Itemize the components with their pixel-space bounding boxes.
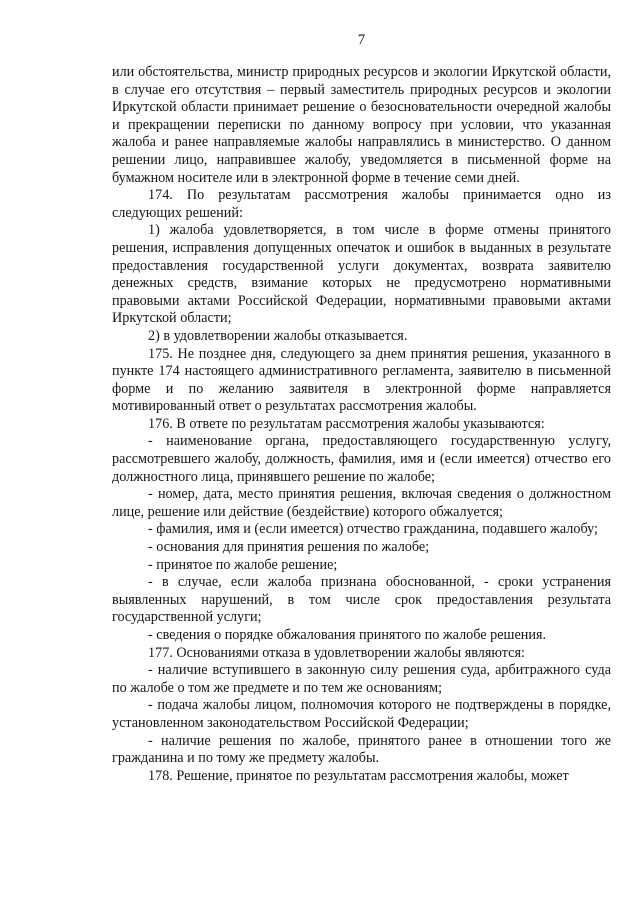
paragraph-177-item-prior-decision: - наличие решения по жалобе, принятого ранее в отношении того же гражданина и по тому же предмету жалобы. xyxy=(112,732,611,767)
paragraph-176-item-deadlines: - в случае, если жалоба признана обоснованной, - сроки устранения выявленных нарушений, в том числе срок предоставления результата государственной услуги; xyxy=(112,574,611,626)
document-body xyxy=(112,64,611,785)
paragraph-176-item-grounds: - основания для принятия решения по жалобе; xyxy=(148,539,430,556)
page-number: 7 xyxy=(357,32,366,48)
paragraph-177-item-authority: - подача жалобы лицом, полномочия которого не подтверждены в порядке, установленном законодательством Российской Федерации; xyxy=(112,697,611,731)
paragraph-176-item-organ: - наименование органа, предоставляющего государственную услугу, рассмотревшего жалобу, должность, фамилия, имя и (если имеется) отчество его должностного лица, принявшего решение по жалобе; xyxy=(112,433,611,485)
paragraph-176-item-number-date: - номер, дата, место принятия решения, включая сведения о должностном лице, решение или действие (бездействие) которого обжалуется; xyxy=(112,486,611,520)
paragraph-174: 174. По результатам рассмотрения жалобы принимается одно из следующих решений: xyxy=(112,187,611,221)
paragraph-174-item-1: 1) жалоба удовлетворяется, в том числе в форме отмены принятого решения, исправления допущенных опечаток и ошибок в выданных в результате предоставления государственной услуги документах, возврата заявителю денежных средств, взимание которых не предусмотрено нормативными правовыми актами Российской Федерации, нормативными правовыми актами Иркутской области; xyxy=(112,222,611,327)
paragraph-continuation: или обстоятельства, министр природных ресурсов и экологии Иркутской области, в случае его отсутствия – первый заместитель природных ресурсов и экологии Иркутской области принимает решение о безосновательности очередной жалобы и прекращении переписки по данному вопросу при условии, что указанная жалоба и ранее направляемые жалобы направлялись в министерство. О данном решении лицо, направившее жалобу, уведомляется в письменной форме на бумажном носителе или в электронной форме в течение семи дней. xyxy=(112,64,611,186)
paragraph-177-item-court: - наличие вступившего в законную силу решения суда, арбитражного суда по жалобе о том же предмете и по тем же основаниям; xyxy=(112,662,611,696)
paragraph-176: 176. В ответе по результатам рассмотрения жалобы указываются: xyxy=(148,415,545,432)
paragraph-174-item-2: 2) в удовлетворении жалобы отказывается. xyxy=(148,327,408,344)
paragraph-176-item-decision: - принятое по жалобе решение; xyxy=(148,556,338,573)
paragraph-175: 175. Не позднее дня, следующего за днем принятия решения, указанного в пункте 174 настоящего административного регламента, заявителю в письменной форме и по желанию заявителя в электронной форме направляется мотивированный ответ о результатах рассмотрения жалобы. xyxy=(112,345,611,415)
paragraph-176-item-appeal: - сведения о порядке обжалования принятого по жалобе решения. xyxy=(148,627,547,643)
paragraph-177: 177. Основаниями отказа в удовлетворении жалобы являются: xyxy=(148,644,525,661)
paragraph-176-item-citizen-name: - фамилия, имя и (если имеется) отчество гражданина, подавшего жалобу; xyxy=(148,521,599,538)
paragraph-178: 178. Решение, принятое по результатам рассмотрения жалобы, может xyxy=(148,767,569,784)
